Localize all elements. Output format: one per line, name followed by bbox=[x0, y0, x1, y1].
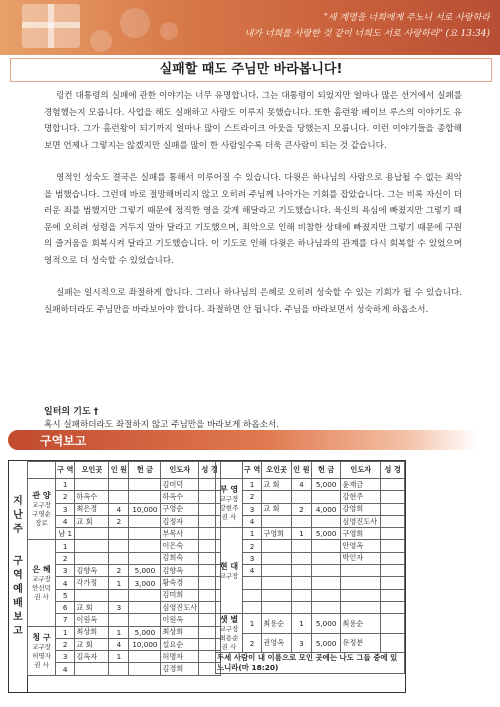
meeting-place bbox=[75, 663, 109, 675]
meeting-place: 김향옥 bbox=[75, 565, 109, 577]
offering-amount bbox=[129, 540, 161, 552]
attendance-count: 2 bbox=[291, 503, 311, 515]
meeting-place bbox=[262, 540, 292, 552]
header-cell: 헌 금 bbox=[129, 462, 161, 479]
table-row bbox=[28, 540, 221, 552]
attendance-count: 1 bbox=[109, 577, 129, 589]
offering-amount: 5,000 bbox=[311, 614, 341, 634]
table-row bbox=[216, 614, 405, 634]
side-char: 난 bbox=[13, 510, 23, 521]
header-cell: 인도자 bbox=[161, 462, 199, 479]
group-number: 2 bbox=[56, 638, 75, 650]
scripture-cell bbox=[381, 528, 405, 540]
offering-amount bbox=[311, 577, 341, 589]
table-row bbox=[28, 614, 221, 626]
meeting-place: 교 회 bbox=[262, 479, 292, 491]
header-cell bbox=[216, 462, 243, 479]
article-body bbox=[44, 88, 462, 334]
offering-amount: 4,000 bbox=[311, 503, 341, 515]
group-number: 4 bbox=[56, 515, 75, 527]
side-char: 고 bbox=[13, 626, 23, 637]
group-number: 1 bbox=[56, 626, 75, 638]
gift-box-image bbox=[22, 4, 80, 48]
leader-name: 심영진도사 bbox=[161, 601, 199, 613]
table-header-row bbox=[28, 462, 221, 479]
left-report-grid bbox=[27, 461, 221, 676]
group-number: 2 bbox=[56, 552, 75, 564]
report-side-label bbox=[9, 461, 28, 692]
leader-name bbox=[341, 565, 381, 577]
side-char: 예 bbox=[13, 584, 23, 595]
meeting-place bbox=[75, 528, 109, 540]
offering-amount bbox=[311, 491, 341, 503]
attendance-count bbox=[109, 540, 129, 552]
leader-name: 심영진도사 bbox=[341, 515, 381, 527]
meeting-place: 교 회 bbox=[75, 638, 109, 650]
leader-name: 김정자 bbox=[161, 515, 199, 527]
leader-name: 박인자 bbox=[341, 552, 381, 564]
header-cell: 인 원 bbox=[109, 462, 129, 479]
group-number: 남 1 bbox=[56, 528, 75, 540]
district-name bbox=[28, 479, 56, 540]
table-row bbox=[28, 491, 221, 503]
leader-name: 윤재금 bbox=[341, 479, 381, 491]
leader-name: 하옥수 bbox=[161, 491, 199, 503]
header-cell: 구 역 bbox=[56, 462, 75, 479]
attendance-count: 1 bbox=[291, 614, 311, 634]
attendance-count: 4 bbox=[109, 638, 129, 650]
scripture-cell bbox=[381, 515, 405, 527]
meeting-place: 권영옥 bbox=[262, 633, 292, 653]
table-row bbox=[28, 577, 221, 589]
scripture-cell bbox=[381, 503, 405, 515]
table-row bbox=[216, 577, 405, 589]
meeting-place bbox=[262, 589, 292, 601]
group-number: 3 bbox=[56, 565, 75, 577]
attendance-count bbox=[109, 528, 129, 540]
section-title: 구역보고 bbox=[40, 434, 87, 448]
report-table bbox=[215, 461, 405, 674]
meeting-place: 교 회 bbox=[75, 515, 109, 527]
table-row bbox=[216, 633, 405, 653]
group-number bbox=[242, 589, 261, 601]
table-row bbox=[28, 651, 221, 663]
offering-amount: 5,000 bbox=[129, 565, 161, 577]
offering-amount bbox=[129, 491, 161, 503]
offering-amount: 3,000 bbox=[129, 577, 161, 589]
district-leader: 교구장 강현주 권 사 bbox=[219, 495, 239, 522]
scripture-cell bbox=[381, 589, 405, 601]
table-row bbox=[28, 503, 221, 515]
offering-amount bbox=[129, 614, 161, 626]
header-cell: 오인곳 bbox=[262, 462, 292, 479]
scripture-cell bbox=[381, 577, 405, 589]
district-leader: 교구장 안선덕 권 사 bbox=[32, 575, 51, 602]
group-number: 3 bbox=[56, 503, 75, 515]
scripture-cell bbox=[381, 633, 405, 653]
offering-amount bbox=[129, 552, 161, 564]
header-cell: 헌 금 bbox=[311, 462, 341, 479]
group-number: 4 bbox=[242, 515, 261, 527]
district-title: 청 구 bbox=[32, 632, 51, 642]
table-header-row bbox=[216, 462, 405, 479]
group-number: 4 bbox=[56, 577, 75, 589]
offering-amount bbox=[311, 540, 341, 552]
leader-name: 구영희 bbox=[341, 528, 381, 540]
attendance-count bbox=[109, 491, 129, 503]
attendance-count bbox=[291, 577, 311, 589]
attendance-count bbox=[109, 614, 129, 626]
meeting-place: 교 회 bbox=[75, 601, 109, 613]
table-row bbox=[28, 552, 221, 564]
scripture-cell bbox=[381, 552, 405, 564]
verse-line-1: "새 계명을 너희에게 주노니 서로 사랑하라 bbox=[323, 13, 490, 23]
meeting-place: 하옥수 bbox=[75, 491, 109, 503]
side-char: 보 bbox=[13, 612, 23, 623]
attendance-count: 1 bbox=[109, 626, 129, 638]
table-row bbox=[28, 565, 221, 577]
group-number: 2 bbox=[242, 540, 261, 552]
meeting-place bbox=[262, 491, 292, 503]
offering-amount: 5,000 bbox=[311, 528, 341, 540]
offering-amount bbox=[129, 479, 161, 491]
side-char: 역 bbox=[13, 570, 23, 581]
offering-amount: 5,000 bbox=[311, 479, 341, 491]
header-banner bbox=[0, 0, 500, 55]
table-row bbox=[216, 528, 405, 540]
side-char: 구 bbox=[13, 556, 23, 567]
district-title: 은 혜 bbox=[32, 565, 51, 575]
table-row bbox=[216, 552, 405, 564]
banner-verse bbox=[190, 10, 490, 42]
attendance-count: 2 bbox=[109, 565, 129, 577]
meeting-place: 교 회 bbox=[262, 503, 292, 515]
table-row bbox=[216, 540, 405, 552]
meeting-place bbox=[262, 515, 292, 527]
group-number: 4 bbox=[242, 565, 261, 577]
article-paragraph: 링컨 대통령의 실패에 관한 이야기는 너무 유명합니다. 그는 대통령이 되었지만 얼마나 많은 선거에서 실패를 경험했는지 모릅니다. 사업을 해도 실패하고 사랑도 이루지 못했습니다. 또한 홈런왕 베이브 루스의 이야기도 유명합니다. 그가 홈런왕이 되기까지 얼마나 많이 스트라이크 아웃을 당했는지 모릅니다. 이런 이야기들을 종합해보면 언제나 그렇지는 않겠지만 실패를 많이 한 사람일수록 더욱 큰사람이 되는 것 같습니다. bbox=[44, 91, 462, 151]
leader-name: 설요순 bbox=[161, 638, 199, 650]
attendance-count bbox=[291, 491, 311, 503]
table-row bbox=[28, 663, 221, 675]
group-number bbox=[242, 601, 261, 613]
attendance-count bbox=[291, 601, 311, 613]
leader-name: 강영희 bbox=[341, 503, 381, 515]
attendance-count bbox=[291, 552, 311, 564]
leader-name: 김경희 bbox=[161, 663, 199, 675]
offering-amount: 5,000 bbox=[129, 626, 161, 638]
article-title: 실패할 때도 주님만 바라봅니다! bbox=[159, 62, 343, 77]
scripture-cell bbox=[381, 614, 405, 634]
meeting-place: 최상희 bbox=[75, 626, 109, 638]
district-name bbox=[216, 479, 243, 528]
offering-amount bbox=[129, 589, 161, 601]
district-name bbox=[216, 614, 243, 653]
leader-name: 김희숙 bbox=[161, 552, 199, 564]
attendance-count: 3 bbox=[109, 601, 129, 613]
district-title: 샛 별 bbox=[219, 615, 239, 625]
leader-name: 이원옥 bbox=[161, 614, 199, 626]
offering-amount: 5,000 bbox=[311, 633, 341, 653]
report-table bbox=[27, 461, 221, 676]
note-row bbox=[216, 653, 405, 674]
table-row bbox=[216, 565, 405, 577]
offering-amount bbox=[129, 651, 161, 663]
leader-name: 부목사 bbox=[161, 528, 199, 540]
group-number: 1 bbox=[56, 540, 75, 552]
group-number: 1 bbox=[242, 479, 261, 491]
table-row bbox=[28, 638, 221, 650]
table-row bbox=[216, 491, 405, 503]
group-number: 1 bbox=[242, 614, 261, 634]
district-leader: 교구장 최용순 권 사 bbox=[219, 625, 239, 652]
table-row bbox=[28, 528, 221, 540]
offering-amount bbox=[129, 601, 161, 613]
district-leader: 교구장 bbox=[219, 571, 239, 580]
table-row bbox=[28, 515, 221, 527]
group-number: 6 bbox=[56, 601, 75, 613]
group-number: 2 bbox=[242, 491, 261, 503]
district-name bbox=[216, 528, 243, 614]
right-report-grid bbox=[215, 461, 405, 674]
article-title-box bbox=[10, 58, 492, 82]
table-row bbox=[216, 515, 405, 527]
meeting-place bbox=[75, 552, 109, 564]
group-number: 3 bbox=[242, 552, 261, 564]
offering-amount bbox=[129, 515, 161, 527]
meeting-place: 최은경 bbox=[75, 503, 109, 515]
table-row bbox=[28, 601, 221, 613]
side-char: 주 bbox=[13, 524, 23, 535]
scripture-cell bbox=[381, 601, 405, 613]
attendance-count: 1 bbox=[109, 651, 129, 663]
attendance-count: 3 bbox=[291, 633, 311, 653]
offering-amount bbox=[311, 601, 341, 613]
leader-name bbox=[341, 601, 381, 613]
offering-amount bbox=[311, 552, 341, 564]
table-row bbox=[28, 589, 221, 601]
leader-name: 안영옥 bbox=[341, 540, 381, 552]
attendance-count: 4 bbox=[109, 503, 129, 515]
district-title: 부 영 bbox=[219, 485, 239, 495]
offering-amount bbox=[311, 515, 341, 527]
leader-name: 구영순 bbox=[161, 503, 199, 515]
offering-amount bbox=[129, 528, 161, 540]
group-number: 2 bbox=[56, 491, 75, 503]
scripture-cell bbox=[381, 565, 405, 577]
leader-name: 김미덕 bbox=[161, 479, 199, 491]
table-row bbox=[28, 479, 221, 491]
article-paragraph: 실패는 일시적으로 좌절하게 합니다. 그러나 하나님의 은혜로 오히려 성숙할 수 있는 기회가 될 수 있습니다. 실패하더라도 주님만을 바라보아야 합니다. 좌절하면 안 됩니다. 주님을 바라보면서 성숙하게 하옵소서. bbox=[44, 288, 462, 315]
bokeh-light bbox=[160, 22, 178, 40]
header-cell: 구 역 bbox=[242, 462, 261, 479]
bokeh-light bbox=[90, 30, 112, 52]
attendance-count bbox=[291, 515, 311, 527]
offering-amount: 10,000 bbox=[129, 503, 161, 515]
attendance-count bbox=[109, 589, 129, 601]
offering-amount bbox=[311, 589, 341, 601]
bokeh-light bbox=[120, 8, 150, 38]
table-row bbox=[216, 479, 405, 491]
group-report-table bbox=[8, 460, 406, 693]
group-number: 1 bbox=[242, 528, 261, 540]
table-row bbox=[216, 601, 405, 613]
meeting-place bbox=[262, 552, 292, 564]
meeting-place bbox=[262, 601, 292, 613]
attendance-count bbox=[291, 589, 311, 601]
table-row bbox=[216, 589, 405, 601]
attendance-count: 4 bbox=[291, 479, 311, 491]
group-number: 3 bbox=[242, 503, 261, 515]
meeting-place: 각가정 bbox=[75, 577, 109, 589]
group-number: 5 bbox=[56, 589, 75, 601]
leader-name: 황숙경 bbox=[161, 577, 199, 589]
group-number bbox=[242, 577, 261, 589]
header-cell: 성 경 bbox=[381, 462, 405, 479]
meeting-place: 최용순 bbox=[262, 614, 292, 634]
district-title: 관 양 bbox=[32, 491, 51, 501]
header-cell: 인 원 bbox=[291, 462, 311, 479]
district-name bbox=[28, 626, 56, 675]
scripture-cell bbox=[381, 540, 405, 552]
leader-name bbox=[341, 589, 381, 601]
group-number: 3 bbox=[56, 651, 75, 663]
meeting-place bbox=[262, 565, 292, 577]
district-leader: 교구장 허명자 권 사 bbox=[32, 642, 51, 669]
attendance-count bbox=[109, 552, 129, 564]
group-number: 7 bbox=[56, 614, 75, 626]
leader-name: 허명자 bbox=[161, 651, 199, 663]
footer-verse: 두세 사람이 내 이름으로 모인 곳에는 나도 그들 중에 있느니라(마 18:20) bbox=[216, 653, 405, 674]
meeting-place bbox=[262, 577, 292, 589]
scripture-cell bbox=[381, 491, 405, 503]
table-row bbox=[28, 626, 221, 638]
header-cell: 오인곳 bbox=[75, 462, 109, 479]
district-leader: 교구장 구영순 장로 bbox=[32, 501, 51, 528]
attendance-count bbox=[109, 479, 129, 491]
side-char: 배 bbox=[13, 598, 23, 609]
attendance-count: 1 bbox=[291, 528, 311, 540]
group-number: 2 bbox=[242, 633, 261, 653]
header-cell bbox=[28, 462, 56, 479]
meeting-place: 이원옥 bbox=[75, 614, 109, 626]
table-row bbox=[216, 503, 405, 515]
section-bar bbox=[8, 430, 478, 450]
district-title: 현 대 bbox=[219, 561, 239, 571]
leader-name: 강현주 bbox=[341, 491, 381, 503]
meeting-place: 김옥자 bbox=[75, 651, 109, 663]
meeting-place bbox=[75, 589, 109, 601]
scripture-cell bbox=[381, 479, 405, 491]
verse-line-2: 내가 너희를 사랑한 것 같이 너희도 서로 사랑하라" (요 13:34) bbox=[244, 29, 490, 39]
meeting-place bbox=[75, 479, 109, 491]
offering-amount: 10,000 bbox=[129, 638, 161, 650]
leader-name: 이은숙 bbox=[161, 540, 199, 552]
leader-name: 최용순 bbox=[341, 614, 381, 634]
group-number: 1 bbox=[56, 479, 75, 491]
attendance-count bbox=[291, 565, 311, 577]
prayer-text: 혹시 실패하더라도 좌절하지 않고 주님만을 바라보게 하옵소서. bbox=[44, 420, 279, 430]
leader-name: 유정분 bbox=[341, 633, 381, 653]
group-number: 4 bbox=[56, 663, 75, 675]
leader-name: 김향옥 bbox=[161, 565, 199, 577]
meeting-place bbox=[75, 540, 109, 552]
article-paragraph: 영적인 성숙도 결국은 실패를 통해서 이루어질 수 있습니다. 다윗은 하나님의 사람으로 용납될 수 없는 죄악을 범했습니다. 그런데 바로 절망해버리지 않고 오히려 주님께 나아가는 기회를 잡았습니다. 그는 비록 자신이 더러운 죄를 범했지만 그렇기 때문에 정직한 영을 갖게 해달라고 기도했습니다. 육신의 욕심에 빠졌지만 그렇기 때문에 오히려 성령을 거두지 말아 달라고 기도했으며, 죄악으로 인해 비참한 상태에 빠졌지만 그렇기 때문에 구원의 즐거움을 회복시켜 달라고 기도했습니다. 이 기도로 인해 다윗은 하나님과의 관계를 다시 회복할 수 있었으며 영적으로 더 성숙할 수 있었습니다. bbox=[44, 173, 462, 266]
header-cell: 성 경 bbox=[199, 462, 221, 479]
offering-amount bbox=[311, 565, 341, 577]
header-cell: 인도자 bbox=[341, 462, 381, 479]
district-name bbox=[28, 540, 56, 626]
attendance-count bbox=[291, 540, 311, 552]
leader-name: 최상희 bbox=[161, 626, 199, 638]
side-char: 지 bbox=[13, 496, 23, 507]
attendance-count: 2 bbox=[109, 515, 129, 527]
leader-name bbox=[341, 577, 381, 589]
offering-amount bbox=[129, 663, 161, 675]
attendance-count bbox=[109, 663, 129, 675]
meeting-place: 구영희 bbox=[262, 528, 292, 540]
prayer-heading: 일터의 기도 † bbox=[44, 407, 99, 417]
leader-name: 김미희 bbox=[161, 589, 199, 601]
